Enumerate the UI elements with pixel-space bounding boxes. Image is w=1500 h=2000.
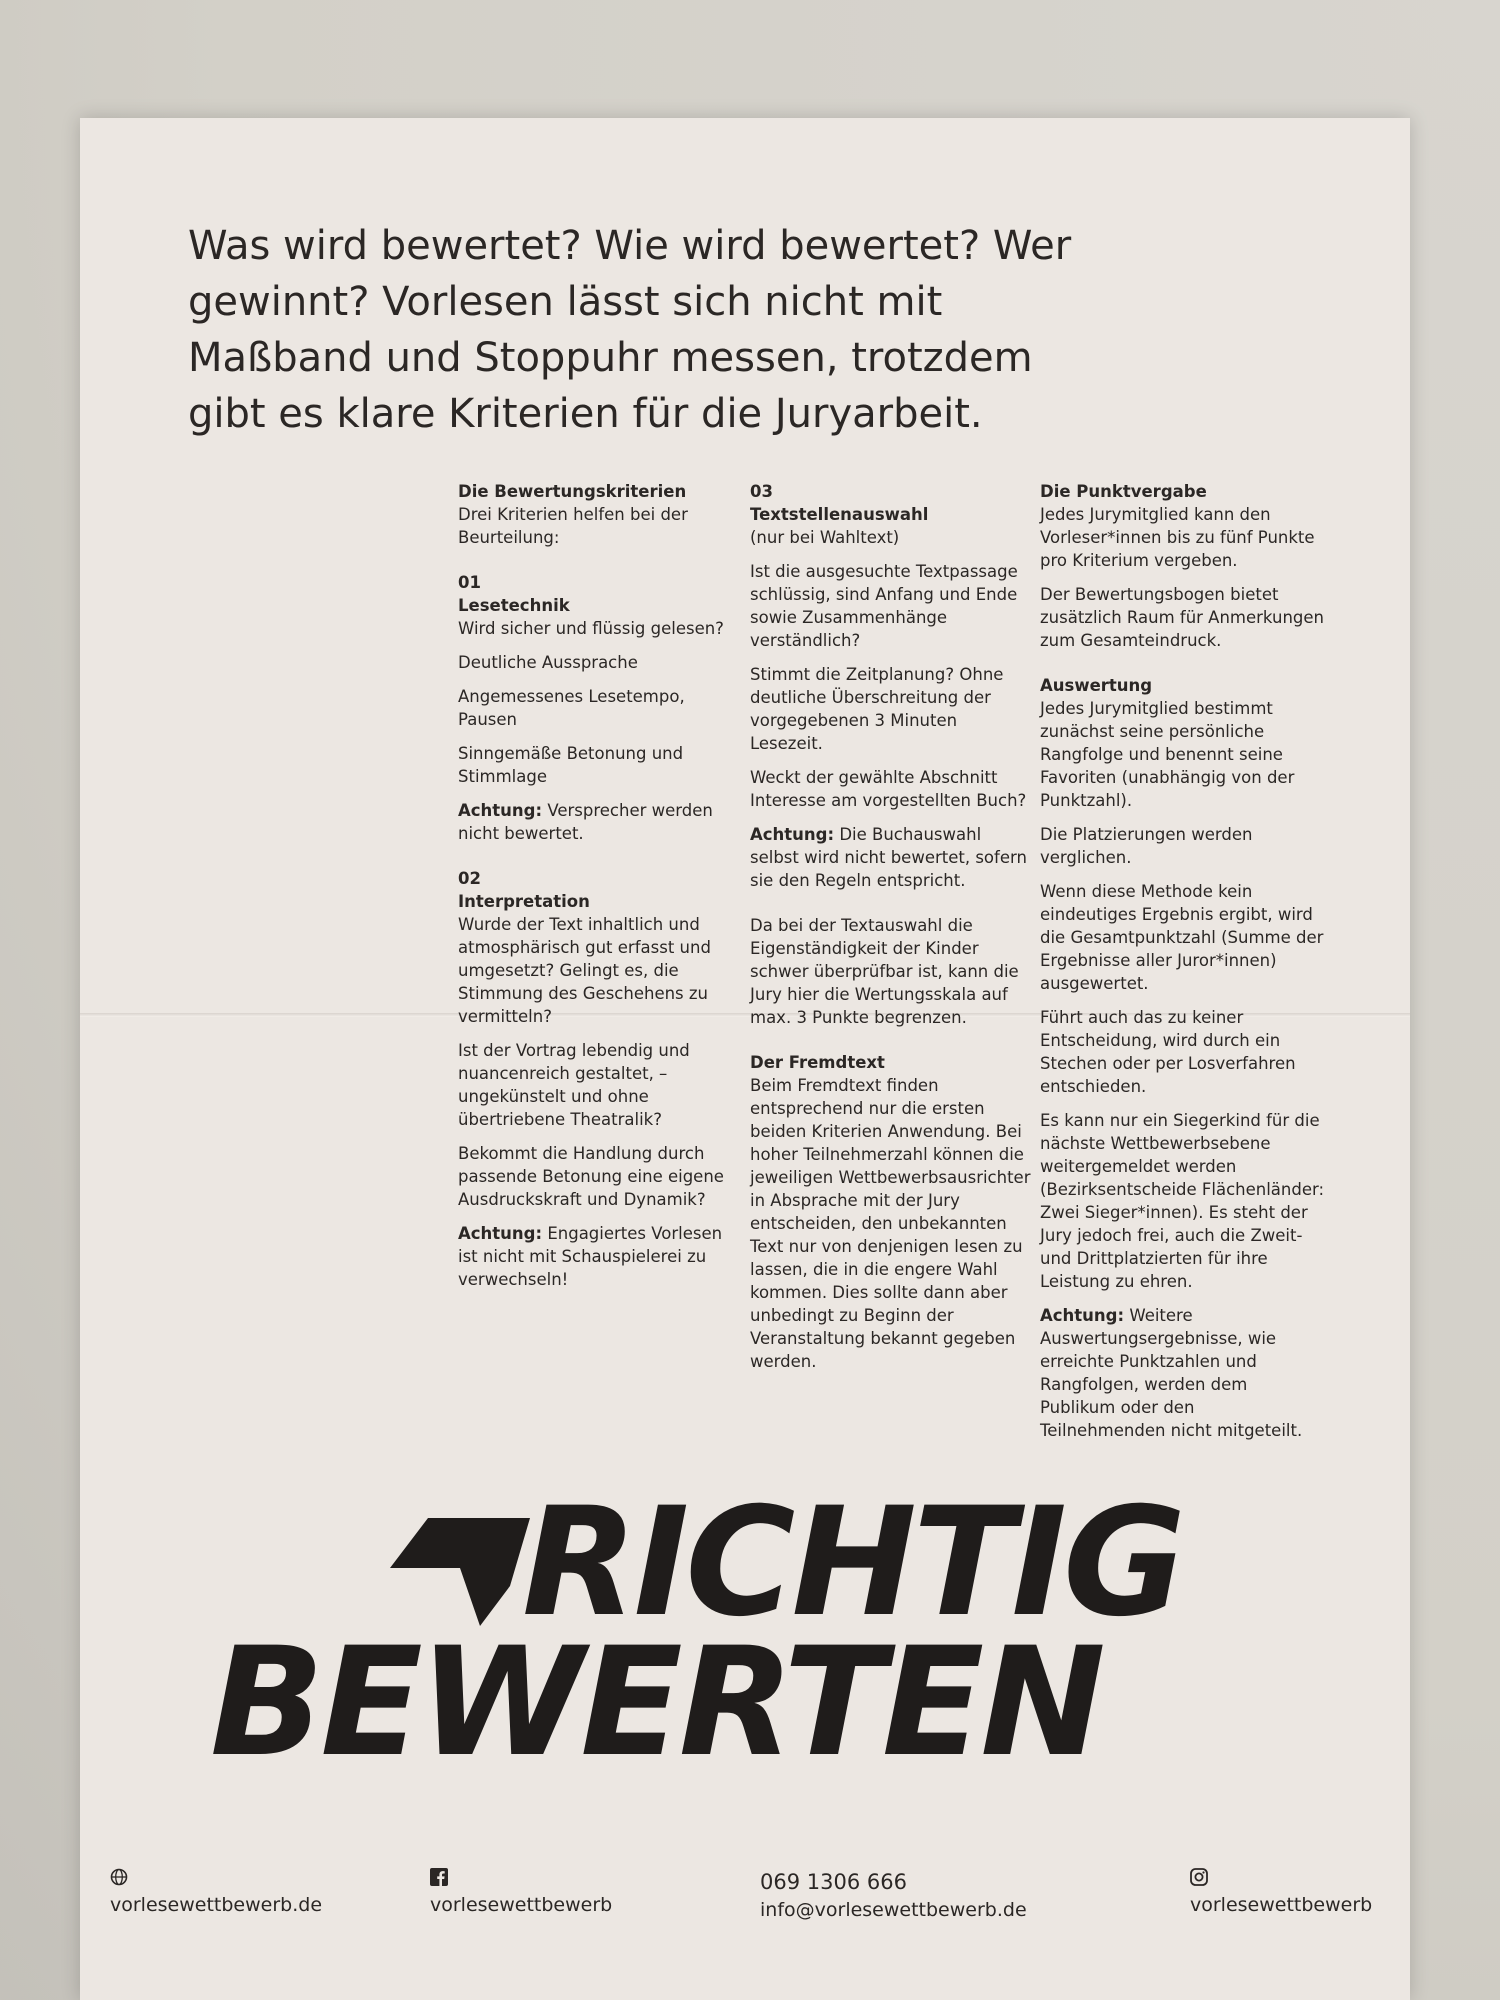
section-title: Interpretation xyxy=(458,892,590,911)
section-number: 02 xyxy=(458,869,481,888)
paragraph: Angemessenes Lesetempo, Pausen xyxy=(458,687,685,729)
paragraph: Stimmt die Zeitplanung? Ohne deutliche Überschreitung der vorgegebenen 3 Minuten Lesezeit. xyxy=(750,665,1004,753)
poster-sheet xyxy=(80,118,1410,2000)
paragraph: Ist der Vortrag lebendig und nuancenreich gestaltet, – ungekünstelt und ohne übertriebene Theatralik? xyxy=(458,1041,690,1129)
facebook-icon xyxy=(430,1868,448,1886)
warning-label: Achtung: xyxy=(458,801,543,820)
logo-text-line2: BEWERTEN xyxy=(210,1616,1102,1790)
section-title: Der Fremdtext xyxy=(750,1053,885,1072)
email-link[interactable]: info@vorlesewettbewerb.de xyxy=(760,1899,1027,1921)
warning-text: Engagiertes Vorlesen ist nicht mit Schauspielerei zu verwechseln! xyxy=(458,1224,723,1289)
footer-facebook[interactable] xyxy=(430,1868,612,1916)
paragraph: Jedes Jurymitglied bestimmt zunächst seine persönliche Rangfolge und benennt seine Favoriten (unabhängig von der Punktzahl). xyxy=(1040,699,1295,810)
paragraph: Wurde der Text inhaltlich und atmosphärisch gut erfasst und umgesetzt? Gelingt es, die Stimmung des Geschehens zu vermitteln? xyxy=(458,915,711,1026)
section-title: Lesetechnik xyxy=(458,596,570,615)
footer-website[interactable] xyxy=(110,1868,322,1916)
paragraph: Bekommt die Handlung durch passende Betonung eine eigene Ausdruckskraft und Dynamik? xyxy=(458,1144,724,1209)
criteria-column-3 xyxy=(1040,480,1325,1453)
section-number: 03 xyxy=(750,482,773,501)
richtig-bewerten-logo xyxy=(160,1478,1260,1798)
section-title: Auswertung xyxy=(1040,676,1153,695)
section-title: Textstellenauswahl xyxy=(750,505,929,524)
paragraph: Jedes Jurymitglied kann den Vorleser*innen bis zu fünf Punkte pro Kriterium vergeben. xyxy=(1040,505,1315,570)
logo-text-line1: RICHTIG xyxy=(522,1476,1183,1650)
globe-icon xyxy=(110,1868,128,1886)
arrow-shape-icon xyxy=(390,1518,530,1628)
footer-instagram[interactable] xyxy=(1190,1868,1372,1916)
website-link[interactable]: vorlesewettbewerb.de xyxy=(110,1894,323,1916)
warning-text: Die Buchauswahl selbst wird nicht bewertet, sofern sie den Regeln entspricht. xyxy=(750,825,1027,890)
paragraph: Sinngemäße Betonung und Stimmlage xyxy=(458,744,684,786)
paragraph: Beim Fremdtext finden entsprechend nur die ersten beiden Kriterien Anwendung. Bei hoher Teilnehmerzahl können die jeweiligen Wettbewerbsausrichter in Absprache mit der Jury entscheiden, den unbekannten Text nur von denjenigen lesen zu lassen, die in die engere Wahl kommen. Dies sollte dann aber unbedingt zu Beginn der Veranstaltung bekannt gegeben werden. xyxy=(750,1076,1031,1371)
paragraph: Deutliche Aussprache xyxy=(458,653,638,672)
paragraph: Es kann nur ein Siegerkind für die nächste Wettbewerbsebene weitergemeldet werden (Bezirksentscheide Flächenländer: Zwei Sieger*innen). Es steht der Jury jedoch frei, auch die Zweit- und Drittplatzierten für ihre Leistung zu ehren. xyxy=(1040,1111,1325,1291)
footer-contact xyxy=(760,1868,1027,1924)
warning-text: Weitere Auswertungsergebnisse, wie erreichte Punktzahlen und Rangfolgen, werden dem Publikum oder den Teilnehmenden nicht mitgeteilt. xyxy=(1040,1306,1303,1440)
warning-label: Achtung: xyxy=(1040,1306,1125,1325)
paragraph: Da bei der Textauswahl die Eigenständigkeit der Kinder schwer überprüfbar ist, kann die Jury hier die Wertungsskala auf max. 3 Punkte begrenzen. xyxy=(750,916,1019,1027)
criteria-column-2 xyxy=(750,480,1035,1384)
warning-text: Versprecher werden nicht bewertet. xyxy=(458,801,713,843)
paragraph: Wenn diese Methode kein eindeutiges Ergebnis ergibt, wird die Gesamtpunktzahl (Summe der Ergebnisse aller Juror*innen) ausgewertet. xyxy=(1040,882,1324,993)
warning-label: Achtung: xyxy=(458,1224,543,1243)
paragraph: Wird sicher und flüssig gelesen? xyxy=(458,619,724,638)
section-title: Die Punktvergabe xyxy=(1040,482,1207,501)
phone-number[interactable]: 069 1306 666 xyxy=(760,1870,907,1894)
section-subtitle: (nur bei Wahltext) xyxy=(750,528,900,547)
paragraph: Führt auch das zu keiner Entscheidung, wird durch ein Stechen oder per Losverfahren entschieden. xyxy=(1040,1008,1296,1096)
section-title: Die Bewertungskriterien xyxy=(458,482,687,501)
paragraph: Weckt der gewählte Abschnitt Interesse am vorgestellten Buch? xyxy=(750,768,1027,810)
warning-label: Achtung: xyxy=(750,825,835,844)
section-intro: Drei Kriterien helfen bei der Beurteilung: xyxy=(458,505,688,547)
facebook-handle[interactable]: vorlesewettbewerb xyxy=(430,1894,613,1916)
paragraph: Ist die ausgesuchte Textpassage schlüssig, sind Anfang und Ende sowie Zusammenhänge verständlich? xyxy=(750,562,1018,650)
section-number: 01 xyxy=(458,573,481,592)
page-headline: Was wird bewertet? Wie wird bewertet? Wer gewinnt? Vorlesen lässt sich nicht mit Maßband und Stoppuhr messen, trotzdem gibt es klare Kriterien für die Juryarbeit. xyxy=(188,223,1072,437)
paragraph: Die Platzierungen werden verglichen. xyxy=(1040,825,1253,867)
paragraph: Der Bewertungsbogen bietet zusätzlich Raum für Anmerkungen zum Gesamteindruck. xyxy=(1040,585,1324,650)
criteria-column-1 xyxy=(458,480,743,1302)
instagram-icon xyxy=(1190,1868,1208,1886)
instagram-handle[interactable]: vorlesewettbewerb xyxy=(1190,1894,1373,1916)
